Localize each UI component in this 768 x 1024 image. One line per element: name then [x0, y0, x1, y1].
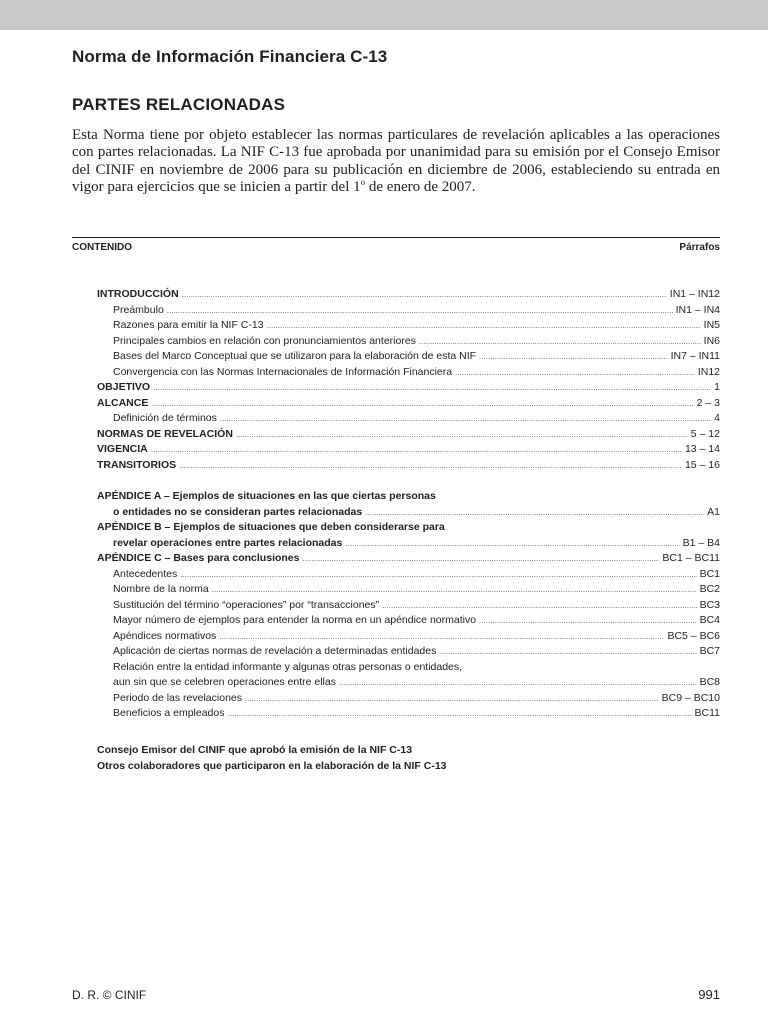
toc-ref: BC1 — [699, 567, 720, 580]
toc-entry-periodo[interactable] — [97, 691, 720, 707]
toc-ref: 15 – 16 — [684, 458, 720, 471]
leader-dots — [245, 691, 659, 707]
toc-entry-convergencia[interactable] — [97, 365, 720, 381]
toc-ref: BC5 – BC6 — [667, 629, 720, 642]
toc-label: Principales cambios en relación con pronunciamientos anteriores — [113, 334, 416, 347]
leader-dots — [236, 427, 688, 443]
toc-label: Preámbulo — [113, 303, 164, 316]
section-title: PARTES RELACIONADAS — [72, 95, 286, 114]
header-band — [0, 0, 768, 30]
spacer — [97, 473, 720, 489]
toc-entry-preambulo[interactable] — [97, 303, 720, 319]
intro-text-end: de enero de 2007. — [365, 179, 476, 196]
toc-ref: IN5 — [703, 319, 720, 331]
toc-ref: BC3 — [699, 598, 720, 611]
toc-entry-antecedentes[interactable] — [97, 567, 720, 583]
toc-entry-apendice-b-cont[interactable] — [97, 536, 720, 552]
toc-label: Bases del Marco Conceptual que se utilizaron para la elaboración de esta NIF — [113, 350, 477, 362]
toc-entry-apendices[interactable] — [97, 629, 720, 645]
toc-entry-relacion-cont[interactable] — [97, 675, 720, 691]
toc-ref: IN1 – IN12 — [669, 288, 720, 300]
toc-label: INTRODUCCIÓN — [97, 288, 179, 300]
leader-dots — [180, 567, 696, 583]
paragraphs-header: Párrafos — [679, 242, 720, 253]
toc-ref: BC7 — [699, 645, 720, 657]
toc-entry-introduccion[interactable] — [97, 287, 720, 303]
intro-paragraph — [72, 127, 720, 197]
toc-label: Aplicación de ciertas normas de revelación a determinadas entidades — [113, 645, 437, 657]
leader-dots — [479, 349, 668, 365]
copyright: D. R. © CINIF — [72, 988, 147, 1002]
leader-dots — [303, 551, 660, 567]
toc-entry-sustitucion[interactable] — [97, 598, 720, 614]
toc-entry-aplicacion[interactable] — [97, 644, 720, 660]
toc-entry-cambios[interactable] — [97, 334, 720, 350]
leader-dots — [220, 411, 711, 427]
leader-dots — [455, 365, 695, 381]
toc-label: NORMAS DE REVELACIÓN — [97, 427, 233, 440]
leader-dots — [228, 706, 692, 722]
toc-ref: 1 — [714, 381, 720, 393]
leader-dots — [339, 675, 697, 691]
toc-entry-bases-marco[interactable] — [97, 349, 720, 365]
toc-ref: 13 – 14 — [684, 443, 720, 455]
toc-entry-razones[interactable] — [97, 318, 720, 334]
intro-text: Esta Norma tiene por objeto establecer las normas particulares de revelación aplicables a las operaciones con partes relacionadas. La NIF C-13 fue aprobada por unanimidad para su emisión por el Consejo Emisor del CINIF en noviembre de 2006 para su publicación en diciembre de 2006, estableciendo su entrada en vigor para ejercicios que se inicien a partir del 1 — [72, 127, 720, 196]
toc-ref: A1 — [707, 505, 720, 518]
leader-dots — [212, 582, 697, 598]
footer-notes — [97, 743, 447, 774]
toc-entry-apendice-b[interactable] — [97, 520, 720, 536]
leader-dots — [151, 396, 693, 412]
contents-divider — [72, 237, 720, 238]
toc-entry-apendice-a-cont[interactable] — [97, 505, 720, 521]
page-number: 991 — [698, 987, 720, 1002]
leader-dots — [219, 629, 664, 645]
leader-dots — [479, 613, 697, 629]
toc-entry-transitorios[interactable] — [97, 458, 720, 474]
toc-label: APÉNDICE A – Ejemplos de situaciones en las que ciertas personas — [97, 490, 436, 502]
leader-dots — [365, 505, 704, 521]
table-of-contents — [97, 287, 720, 722]
ordinal-superscript: o — [360, 177, 366, 188]
document-title: Norma de Información Financiera C-13 — [72, 47, 388, 66]
toc-label: Nombre de la norma — [113, 583, 209, 595]
toc-ref: IN6 — [703, 334, 720, 347]
toc-label: Sustitución del término “operaciones” por “transacciones” — [113, 598, 380, 611]
toc-ref: IN1 – IN4 — [675, 303, 720, 316]
toc-ref: IN7 – IN11 — [670, 350, 720, 362]
toc-label: Convergencia con las Normas Internacionales de Información Financiera — [113, 365, 453, 378]
toc-entry-normas-revelacion[interactable] — [97, 427, 720, 443]
leader-dots — [179, 458, 682, 474]
toc-entry-definicion[interactable] — [97, 411, 720, 427]
toc-ref: IN12 — [697, 365, 720, 378]
leader-dots — [382, 598, 696, 614]
toc-label: Relación entre la entidad informante y algunas otras personas o entidades, — [113, 660, 463, 673]
toc-ref: 2 – 3 — [696, 396, 720, 409]
toc-ref: BC9 – BC10 — [661, 691, 720, 704]
toc-label: VIGENCIA — [97, 443, 148, 455]
footer-note-colaboradores[interactable]: Otros colaboradores que participaron en la elaboración de la NIF C-13 — [97, 759, 447, 772]
toc-label: o entidades no se consideran partes relacionadas — [113, 505, 363, 518]
toc-label: Definición de términos — [113, 412, 217, 424]
leader-dots — [153, 380, 711, 396]
toc-label: Mayor número de ejemplos para entender la norma en un apéndice normativo — [113, 614, 477, 626]
toc-entry-alcance[interactable] — [97, 396, 720, 412]
toc-entry-apendice-c[interactable] — [97, 551, 720, 567]
footer-note-consejo[interactable]: Consejo Emisor del CINIF que aprobó la emisión de la NIF C-13 — [97, 744, 413, 756]
toc-ref: B1 – B4 — [682, 536, 720, 549]
toc-ref: BC8 — [699, 676, 720, 688]
toc-label: APÉNDICE B – Ejemplos de situaciones que deben considerarse para — [97, 521, 445, 533]
toc-label: revelar operaciones entre partes relacionadas — [113, 536, 343, 549]
toc-entry-objetivo[interactable] — [97, 380, 720, 396]
toc-label: OBJETIVO — [97, 381, 151, 393]
toc-entry-beneficios[interactable] — [97, 706, 720, 722]
toc-label: TRANSITORIOS — [97, 458, 177, 471]
toc-ref: 4 — [714, 412, 720, 424]
leader-dots — [182, 287, 667, 303]
toc-ref: BC11 — [694, 707, 720, 719]
toc-ref: BC4 — [699, 614, 720, 626]
toc-entry-mayor-numero[interactable] — [97, 613, 720, 629]
leader-dots — [345, 536, 679, 552]
toc-label: aun sin que se celebren operaciones entre ellas — [113, 676, 336, 688]
toc-label: Antecedentes — [113, 567, 178, 580]
toc-ref: BC1 – BC11 — [662, 552, 720, 564]
toc-label: Beneficios a empleados — [113, 707, 225, 719]
toc-label: Apéndices normativos — [113, 629, 217, 642]
toc-ref: 5 – 12 — [690, 427, 720, 440]
leader-dots — [267, 318, 701, 334]
toc-label: Razones para emitir la NIF C-13 — [113, 319, 264, 331]
toc-label: ALCANCE — [97, 396, 149, 409]
leader-dots — [167, 303, 673, 319]
leader-dots — [439, 644, 696, 660]
toc-ref: BC2 — [699, 583, 720, 595]
contents-header: CONTENIDO — [72, 242, 132, 253]
toc-label: Periodo de las revelaciones — [113, 691, 242, 704]
leader-dots — [419, 334, 701, 350]
toc-entry-nombre[interactable] — [97, 582, 720, 598]
leader-dots — [151, 442, 682, 458]
toc-entry-apendice-a[interactable] — [97, 489, 720, 505]
toc-entry-relacion[interactable] — [97, 660, 720, 676]
toc-label: APÉNDICE C – Bases para conclusiones — [97, 552, 300, 564]
toc-entry-vigencia[interactable] — [97, 442, 720, 458]
